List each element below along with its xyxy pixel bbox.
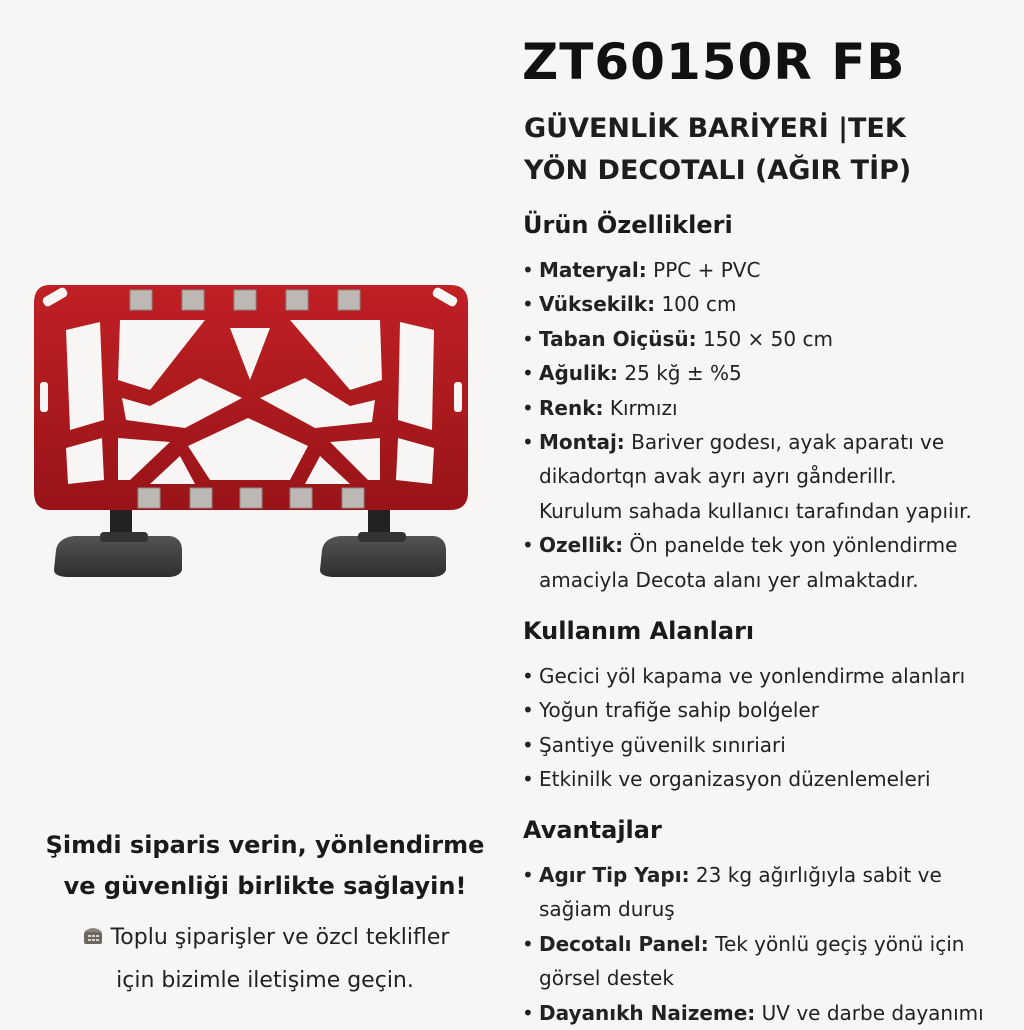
product-subtitle: GÜVENLİK BARİYERİ |TEK YÖN DECOTALI (AĞIR TİP) [524,113,912,186]
advantages-list [522,858,984,1030]
call-to-action [40,825,490,907]
list-item: • Materyal: PPC + PVC [522,253,972,287]
list-item: • Ozellik: Ön panelde tek yon yönlendirme amaciyla Decota alanı yer almaktadır. [522,528,972,597]
list-item: • Gecici yöl kapama ve yonlendirme alanları [522,659,965,693]
list-item: • Vüksekilk: 100 cm [522,287,972,321]
list-item: • Decotalı Panel: Tek yönlü geçiş yönü için görsel destek [522,927,984,996]
cta-line: ve güvenliği birlikte sağlayin! [63,872,467,900]
list-item: • Montaj: Bariver godesı, ayak aparatı ve dikadortqn avak ayrı ayrı gånderillr. Kurulum sahada kullanıcı tarafından yapıiır. [522,425,972,528]
advantages-heading: Avantajlar [523,816,662,844]
list-item: • Renk: Kırmızı [522,391,972,425]
contact-line: Toplu şiparişler ve özcl teklifler [110,925,450,950]
barrier-product-image [30,270,480,590]
list-item: • Yoğun trafiğe sahip bolģeler [522,693,965,727]
contact-note [40,918,490,1001]
features-list [522,253,972,597]
phone-icon [81,921,105,961]
usage-list [522,659,965,797]
list-item: • Ağulik: 25 kğ ± %5 [522,356,972,390]
usage-heading: Kullanım Alanları [523,617,755,645]
list-item: • Şantiye güvenilk sınıriari [522,728,965,762]
list-item: • Taban Oiçüsü: 150 × 50 cm [522,322,972,356]
product-code: ZT60150R FB [522,33,906,91]
contact-line: için bizimle iletişime geçin. [116,968,414,993]
list-item: • Agır Tip Yapı: 23 kg ağırlığıyla sabit ve sağiam duruş [522,858,984,927]
features-heading: Ürün Özellikleri [523,211,733,239]
list-item: • Etkinilk ve organizasyon düzenlemeleri [522,762,965,796]
list-item: • Dayanıkh Naizeme: UV ve darbe dayanımı [522,996,984,1030]
cta-line: Şimdi siparis verin, yönlendirme [45,831,485,859]
